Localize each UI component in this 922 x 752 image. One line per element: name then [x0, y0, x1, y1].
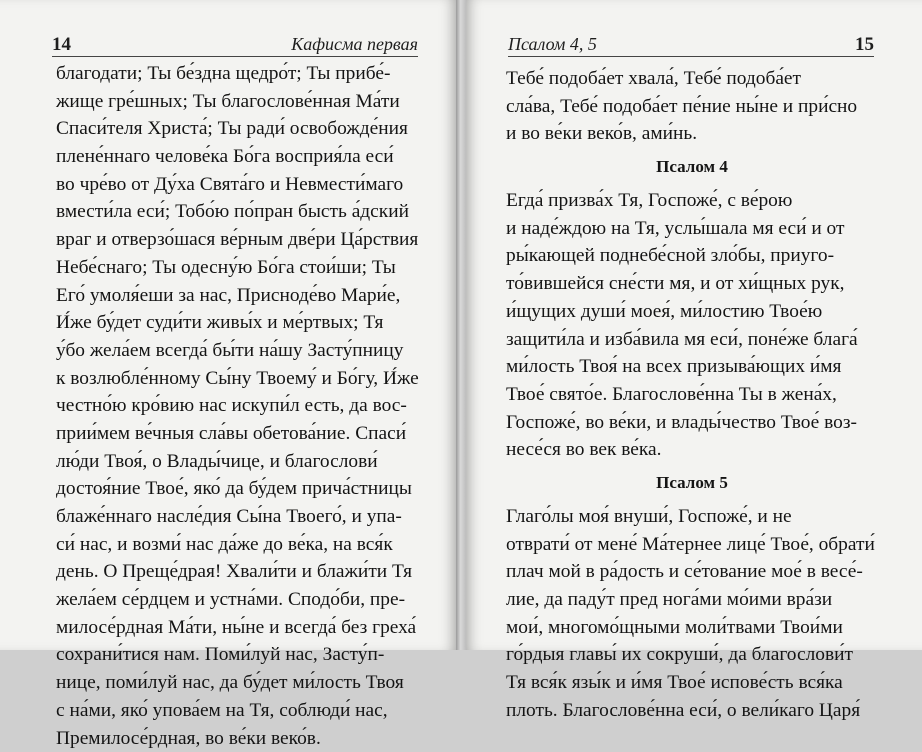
text-line: то́вившейся сне́сти мя, и от хи́щных рук, [506, 270, 878, 298]
text-line: у́бо жела́ем всегда́ бы́ти на́шу Засту́пницу [56, 337, 419, 365]
text-line: лие, да паду́т пред нога́ми мо́ими вра́зи [506, 586, 878, 614]
right-page [466, 0, 922, 650]
running-title: Кафисма первая [291, 34, 418, 55]
text-line: Глаго́лы моя́ внуши́, Госпоже́, и не [506, 503, 878, 531]
text-line: ми́лость Твоя́ на всех призыва́ющих и́мя [506, 353, 878, 381]
text-line: И́же бу́дет суди́ти живы́х и ме́ртвых; Тя [56, 309, 419, 337]
text-line: несе́ся во век ве́ка. [506, 436, 878, 464]
text-line: Тебе́ подоба́ет хвала́, Тебе́ подоба́ет [506, 65, 878, 93]
text-line: к возлюбле́нному Сы́ну Твоему́ и Бо́гу, И́же [56, 365, 419, 393]
text-line: Твое́ свято́е. Благослове́нна Ты в жена́х, [506, 381, 878, 409]
text-line: день. О Преще́драя! Хвали́ти и блажи́ти Тя [56, 558, 419, 586]
text-line: Премилосе́рдная, во ве́ки веко́в. [56, 725, 419, 752]
text-line: Госпоже́, во ве́ки, и влады́чество Твое́ воз- [506, 409, 878, 437]
text-line: с на́ми, яко́ упова́ем на Тя, соблюди́ нас, [56, 697, 419, 725]
text-line: прии́мем ве́чныя сла́вы обетова́ние. Спаси́ [56, 420, 419, 448]
text-line: честно́ю кро́вию нас искупи́л есть, да вос- [56, 392, 419, 420]
text-line: враг и отверзо́шася ве́рным две́ри Ца́рствия [56, 226, 419, 254]
text-line: плоть. Благослове́нна еси́, о вели́каго Царя́ [506, 697, 878, 725]
text-line: плач мой в ра́дость и се́тование мое́ в весе́- [506, 558, 878, 586]
text-line: жела́ем се́рдцем и устна́ми. Сподо́би, пре- [56, 586, 419, 614]
psalm-heading: Псалом 5 [506, 468, 878, 498]
page-number: 15 [855, 34, 874, 56]
text-line: отврати́ от мене́ Ма́тернее лице́ Твое́, обрати́ [506, 531, 878, 559]
text-line: сохрани́тися нам. Поми́луй нас, Засту́п- [56, 641, 419, 669]
text-line: вмести́ла еси́; Тобо́ю по́пран бысть а́дский [56, 198, 419, 226]
page-text [56, 60, 419, 752]
text-line: плене́ннаго челове́ка Бо́га восприя́ла еси́ [56, 143, 419, 171]
text-line: Небе́снаго; Ты одесну́ю Бо́га стои́ши; Ты [56, 254, 419, 282]
text-line: Спаси́теля Христа́; Ты ради́ освобожде́ния [56, 115, 419, 143]
text-line: мои́, многомо́щными моли́твами Твои́ми [506, 614, 878, 642]
text-line: лю́ди Твоя́, о Влады́чице, и благослови́ [56, 448, 419, 476]
text-line: жище гре́шных; Ты благослове́нная Ма́ти [56, 88, 419, 116]
page-number: 14 [52, 34, 71, 56]
text-line: го́рдыя главы́ их сокруши́, да благослови́т [506, 641, 878, 669]
text-line: и́щущих души́ моея́, ми́лостию Твое́ю [506, 298, 878, 326]
psalm-text [506, 503, 878, 725]
text-line: и во ве́ки веко́в, ами́нь. [506, 120, 878, 148]
text-line: милосе́рдная Ма́ти, ны́не и всегда́ без греха́ [56, 614, 419, 642]
text-line: Его́ умоля́еши за нас, Присноде́во Мари́е, [56, 282, 419, 310]
text-line: си́ нас, и возми́ нас да́же до ве́ка, на вся́к [56, 531, 419, 559]
text-line: сла́ва, Тебе́ подоба́ет пе́ние ны́не и при́сно [506, 93, 878, 121]
psalm-heading: Псалом 4 [506, 152, 878, 182]
page-header [508, 34, 874, 54]
text-line: во чре́во от Ду́ха Свята́го и Невмести́маго [56, 171, 419, 199]
text-line: благодати; Ты бе́здна щедро́т; Ты прибе́- [56, 60, 419, 88]
page-text [506, 65, 878, 724]
text-line: ры́кающей поднебе́сной зло́бы, приуго- [506, 242, 878, 270]
text-line: достоя́ние Твое́, яко́ да бу́дем прича́стницы [56, 475, 419, 503]
left-page [0, 0, 456, 650]
psalm-text [506, 187, 878, 464]
text-line: блаже́ннаго насле́дия Сы́на Твоего́, и упа- [56, 503, 419, 531]
header-rule [508, 56, 874, 57]
page-header [52, 34, 418, 54]
book-gutter [456, 0, 466, 650]
text-line: Егда́ призва́х Тя, Госпоже́, с ве́рою [506, 187, 878, 215]
text-line: нице, поми́луй нас, да бу́дет ми́лость Твоя [56, 669, 419, 697]
header-rule [52, 56, 418, 57]
text-line: Тя вся́к язы́к и и́мя Твое́ испове́сть вся́ка [506, 669, 878, 697]
intro-paragraph [506, 65, 878, 148]
text-line: и наде́ждою на Тя, услы́шала мя еси́ и от [506, 215, 878, 243]
text-line: защити́ла и изба́вила мя еси́, поне́же блага́ [506, 326, 878, 354]
running-title: Псалом 4, 5 [508, 34, 597, 55]
